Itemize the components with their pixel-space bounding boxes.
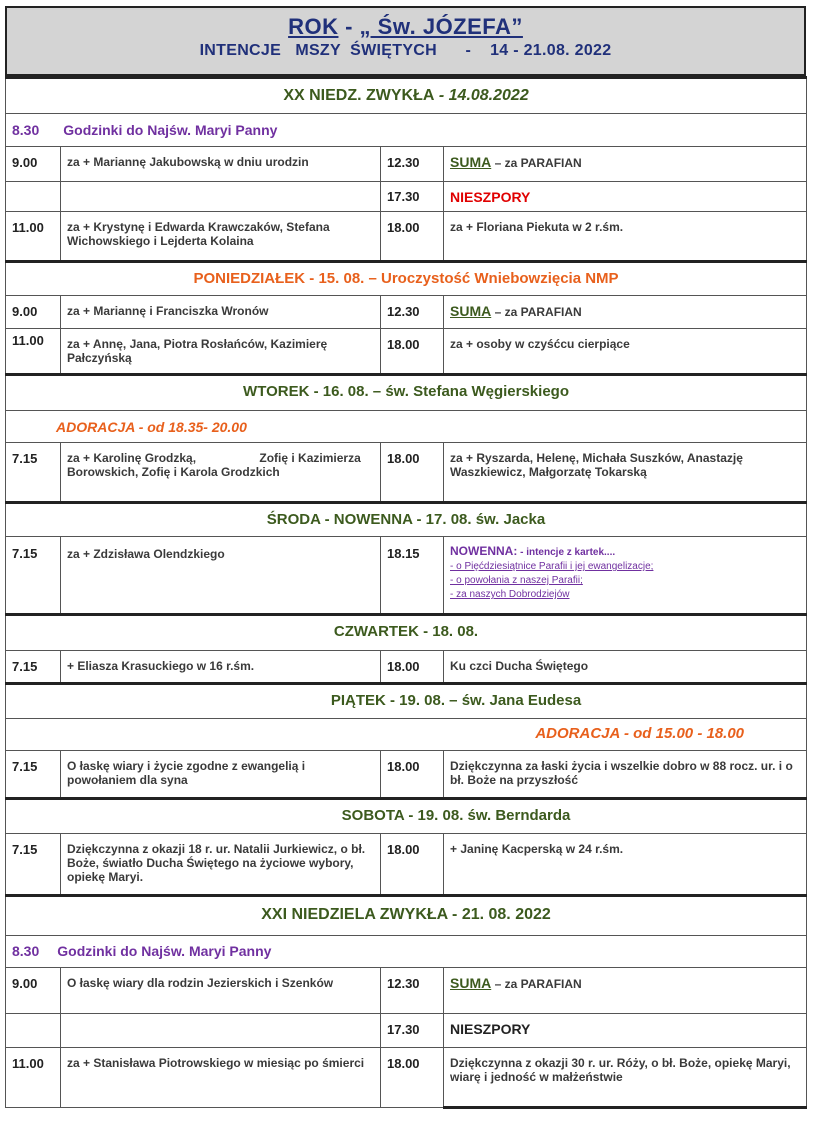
day-title: CZWARTEK - 18. 08. — [6, 615, 807, 651]
title-rok: ROK — [288, 14, 339, 39]
table-row — [6, 651, 807, 684]
novena-heading — [450, 544, 802, 560]
day-header-tuesday — [6, 375, 807, 411]
day-title-date: - 14.08.2022 — [434, 87, 529, 104]
mass-intentions-table — [5, 76, 807, 1109]
nieszpory-label: NIESZPORY — [444, 182, 807, 212]
mass-intention: za + Mariannę i Franciszka Wronów — [61, 296, 381, 329]
mass-intention: za + osoby w czyśćcu cierpiące — [444, 329, 807, 375]
mass-time: 18.00 — [381, 834, 444, 896]
day-header-monday — [6, 262, 807, 296]
day-header-friday — [6, 684, 807, 719]
mass-time: 9.00 — [6, 296, 61, 329]
suma-rest: – za PARAFIAN — [491, 977, 582, 991]
godzinki-time: 8.30 — [12, 943, 40, 959]
day-header-sunday1 — [6, 78, 807, 114]
title-name: „ Św. JÓZEFA” — [359, 14, 523, 39]
day-title: SOBOTA - 19. 08. św. Berndarda — [6, 799, 807, 834]
mass-time: 7.15 — [6, 751, 61, 799]
mass-time: 17.30 — [381, 1014, 444, 1048]
mass-time: 11.00 — [6, 1048, 61, 1108]
suma-rest: – za PARAFIAN — [491, 156, 582, 170]
novena-line: - o Pięćdziesiątnice Parafii i jej ewangelizacje; — [450, 561, 654, 572]
mass-intention: za + Mariannę Jakubowską w dniu urodzin — [61, 147, 381, 182]
mass-intention: za + Annę, Jana, Piotra Rosłańców, Kazimierę Pałczyńską — [61, 329, 381, 375]
day-header-saturday — [6, 799, 807, 834]
mass-intention: za + Stanisława Piotrowskiego w miesiąc po śmierci — [61, 1048, 381, 1108]
day-header-sunday2 — [6, 896, 807, 936]
novena-line: - za naszych Dobrodziejów — [450, 589, 570, 600]
table-row — [6, 329, 807, 375]
table-row — [6, 182, 807, 212]
mass-time: 7.15 — [6, 537, 61, 615]
adoracja-label: ADORACJA - od 18.35- 20.00 — [6, 411, 807, 443]
table-row — [6, 147, 807, 182]
page-subtitle: INTENCJE MSZY ŚWIĘTYCH - 14 - 21.08. 2022 — [199, 42, 612, 59]
suma-label: SUMA — [450, 303, 492, 319]
title-dash: - — [338, 14, 360, 39]
mass-time: 11.00 — [6, 329, 61, 375]
mass-intention: + Eliasza Krasuckiego w 16 r.śm. — [61, 651, 381, 684]
page-title — [7, 8, 804, 40]
godzinki-text: Godzinki do Najśw. Maryi Panny — [63, 122, 278, 138]
mass-intention: za + Floriana Piekuta w 2 r.śm. — [444, 212, 807, 262]
table-row — [6, 968, 807, 1014]
table-row — [6, 1014, 807, 1048]
mass-intention: za + Ryszarda, Helenę, Michała Suszków, Anastazję Waszkiewicz, Małgorzatę Tokarską — [444, 443, 807, 503]
table-row — [6, 212, 807, 262]
mass-intention: O łaskę wiary i życie zgodne z ewangelią i powołaniem dla syna — [61, 751, 381, 799]
table-row — [6, 411, 807, 443]
mass-intention: za + Karolinę Grodzką, Zofię i Kazimierza Borowskich, Zofię i Karola Grodzkich — [61, 443, 381, 503]
mass-time: 9.00 — [6, 147, 61, 182]
table-row — [6, 443, 807, 503]
mass-time: 18.00 — [381, 212, 444, 262]
day-header-wednesday — [6, 503, 807, 537]
table-row — [6, 719, 807, 751]
table-row — [6, 936, 807, 968]
schedule-sheet — [5, 6, 806, 1109]
mass-intention: Dziękczynna z okazji 18 r. ur. Natalii Jurkiewicz, o bł. Boże, światło Ducha Świętego na życiowe wybory, opiekę Maryi. — [61, 834, 381, 896]
novena-line: - o powołania z naszej Parafii; — [450, 575, 583, 586]
suma-rest: – za PARAFIAN — [491, 305, 582, 319]
day-title: PIĄTEK - 19. 08. – św. Jana Eudesa — [6, 684, 807, 719]
mass-time: 7.15 — [6, 443, 61, 503]
mass-time: 17.30 — [381, 182, 444, 212]
suma-label: SUMA — [450, 975, 492, 991]
mass-intention: O łaskę wiary dla rodzin Jezierskich i Szenków — [61, 968, 381, 1014]
novena-cell — [444, 537, 807, 615]
table-row — [6, 1048, 807, 1108]
suma-label: SUMA — [450, 154, 492, 170]
mass-time: 12.30 — [381, 968, 444, 1014]
table-row — [6, 114, 807, 147]
novena-title: NOWENNA: — [450, 544, 518, 558]
mass-time: 18.00 — [381, 443, 444, 503]
novena-subtitle: - intencje z kartek.... — [517, 547, 616, 558]
mass-intention: + Janinę Kacperską w 24 r.śm. — [444, 834, 807, 896]
mass-time: 18.00 — [381, 1048, 444, 1108]
mass-time: 11.00 — [6, 212, 61, 262]
nieszpory-label: NIESZPORY — [444, 1014, 807, 1048]
day-title: XXI NIEDZIELA ZWYKŁA - 21. 08. 2022 — [6, 896, 807, 936]
mass-intention: Ku czci Ducha Świętego — [444, 651, 807, 684]
table-row — [6, 296, 807, 329]
mass-time: 18.00 — [381, 751, 444, 799]
mass-time: 18.00 — [381, 329, 444, 375]
table-row — [6, 751, 807, 799]
table-row — [6, 537, 807, 615]
page-header — [5, 6, 806, 76]
day-header-thursday — [6, 615, 807, 651]
mass-intention: Dziękczynna za łaski życia i wszelkie dobro w 88 rocz. ur. i o bł. Boże na przyszłość — [444, 751, 807, 799]
mass-time: 18.00 — [381, 651, 444, 684]
mass-time: 7.15 — [6, 834, 61, 896]
day-title: ŚRODA - NOWENNA - 17. 08. św. Jacka — [6, 503, 807, 537]
day-title: XX NIEDZ. ZWYKŁA — [283, 87, 435, 104]
mass-time: 12.30 — [381, 147, 444, 182]
mass-intention: za + Zdzisława Olendzkiego — [61, 537, 381, 615]
day-title: PONIEDZIAŁEK - 15. 08. – Uroczystość Wniebowzięcia NMP — [6, 262, 807, 296]
godzinki-time: 8.30 — [12, 122, 40, 138]
adoracja-label: ADORACJA - od 15.00 - 18.00 — [6, 719, 807, 751]
table-row — [6, 834, 807, 896]
mass-time: 18.15 — [381, 537, 444, 615]
mass-time: 9.00 — [6, 968, 61, 1014]
day-title: WTOREK - 16. 08. – św. Stefana Węgierskiego — [6, 375, 807, 411]
mass-intention: Dziękczynna z okazji 30 r. ur. Róży, o bł. Boże, opiekę Maryi, wiarę i jedność w małżeństwie — [444, 1048, 807, 1108]
mass-time: 12.30 — [381, 296, 444, 329]
godzinki-text: Godzinki do Najśw. Maryi Panny — [57, 943, 272, 959]
mass-intention: za + Krystynę i Edwarda Krawczaków, Stefana Wichowskiego i Lejderta Kolaina — [61, 212, 381, 262]
mass-time: 7.15 — [6, 651, 61, 684]
